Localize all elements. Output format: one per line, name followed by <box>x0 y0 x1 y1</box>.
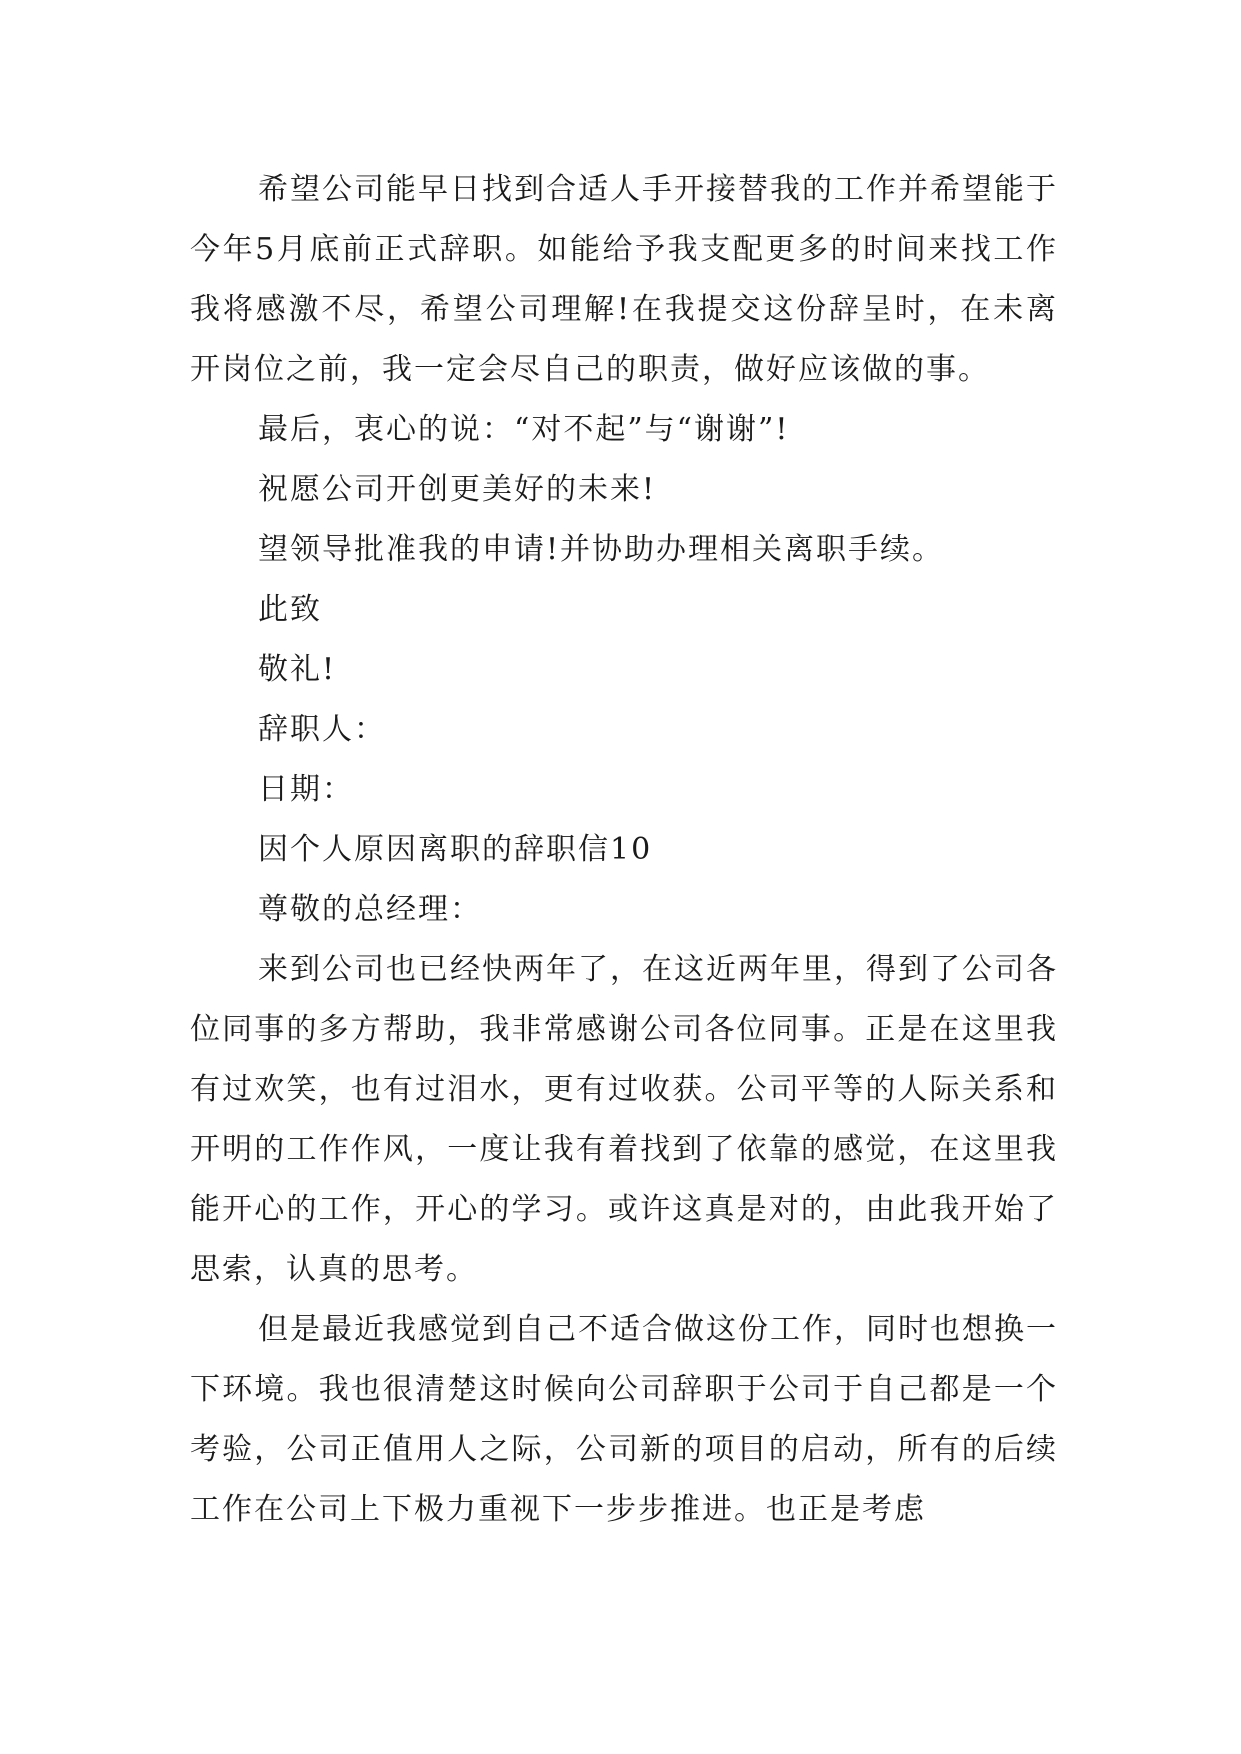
line-salutation-cizhi: 此致 <box>258 592 322 627</box>
line-salutation-jingli: 敬礼! <box>258 652 337 687</box>
letter-heading: 因个人原因离职的辞职信10 <box>258 832 653 867</box>
line-date-label: 日期： <box>258 772 354 807</box>
line-signer-label: 辞职人： <box>258 712 386 747</box>
letter-greeting: 尊敬的总经理： <box>258 892 482 927</box>
line-wishes: 祝愿公司开创更美好的未来! <box>258 472 657 507</box>
line-approval-request: 望领导批准我的申请!并协助办理相关离职手续。 <box>258 532 945 567</box>
paragraph-not-suitable: 但是最近我感觉到自己不适合做这份工作，同时也想换一下环境。我也很清楚这时候向公司辞职于公司于自己都是一个考验，公司正值用人之际，公司新的项目的启动，所有的后续工作在公司上下极力重视下一步步推进。也正是考虑 <box>190 1312 1058 1527</box>
paragraph-two-years: 来到公司也已经快两年了，在这近两年里，得到了公司各位同事的多方帮助，我非常感谢公司各位同事。正是在这里我有过欢笑，也有过泪水，更有过收获。公司平等的人际关系和开明的工作作风，一度让我有着找到了依靠的感觉，在这里我能开心的工作，开心的学习。或许这真是对的，由此我开始了思索，认真的思考。 <box>190 952 1058 1287</box>
letter-body <box>190 160 1058 1540</box>
line-thanks: 最后，衷心的说：“对不起”与“谢谢”! <box>258 412 790 447</box>
paragraph-resignation-request: 希望公司能早日找到合适人手开接替我的工作并希望能于今年5月底前正式辞职。如能给予我支配更多的时间来找工作我将感激不尽，希望公司理解!在我提交这份辞呈时，在未离开岗位之前，我一定会尽自己的职责，做好应该做的事。 <box>190 172 1058 387</box>
